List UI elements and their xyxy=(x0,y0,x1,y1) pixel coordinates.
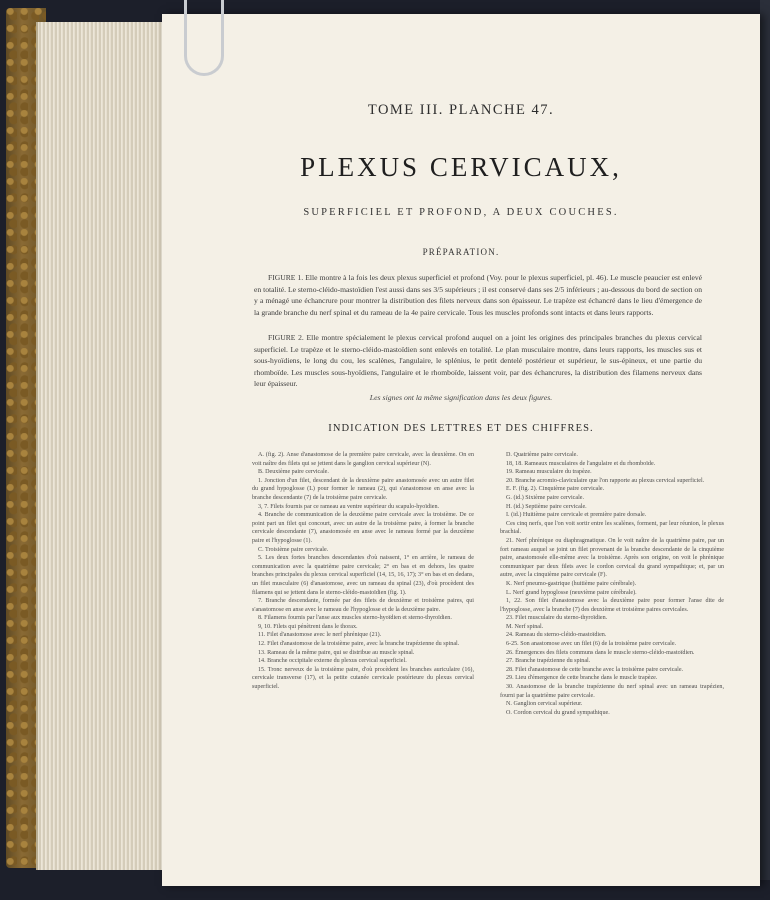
figure-1-paragraph: FIGURE 1. Elle montre à la fois les deux plexus superficiel et profond (Voy. pour le plexus superficiel, pl. 46). Le muscle peaucier est enlevé en totalité. Le sterno-cléido-mastoïdien l'est aussi dans ses 3/5 supérieurs ; il est conservé dans ses 2/5 inférieurs ; au-dessous du bord de section on y a ménagé une échancrure pour montrer la distribution des filets nerveux dans son épaisseur. Le trapèze est échancré dans le lieu d'émergence de la grande branche du nerf spinal et du rameau de la 4e paire cervicale. Tous les muscles profonds sont intacts et dans leurs rapports. xyxy=(254,273,702,317)
legend-entry: 28. Filet d'anastomose de cette branche avec la troisième paire cervicale. xyxy=(506,666,684,673)
indication-heading: INDICATION DES LETTRES ET DES CHIFFRES. xyxy=(328,423,594,434)
legend-entry: B. Deuxième paire cervicale. xyxy=(258,469,329,476)
legend-entry: 18, 18. Rameaux musculaires de l'angulaire et du rhomboïde. xyxy=(506,460,656,467)
legend-entry: 29. Lieu d'émergence de cette branche dans le muscle trapèze. xyxy=(506,675,658,682)
legend-entry: 20. Branche acromio-claviculaire que l'on rapporte au plexus cervical superficiel. xyxy=(506,477,705,484)
legend-entry: 26. Émergences des filets communs dans le muscle sterno-cléido-mastoïdien. xyxy=(506,649,695,656)
legend-entry: 7. Branche descendante, formée par des filets de deuxième et troisième paires, qui s'anastomose en anse avec le rameau de l'hypoglosse et de la deuxième paire. xyxy=(252,598,474,613)
background xyxy=(760,0,770,880)
page-title: PLEXUS CERVICAUX, xyxy=(300,152,622,182)
legend-entry: E. F. (fig. 2). Cinquième paire cervicale. xyxy=(506,486,605,493)
legend-entry: 13. Rameau de la même paire, qui se distribue au muscle spinal. xyxy=(258,649,415,656)
legend-entry: G. (id.) Sixième paire cervicale. xyxy=(506,494,584,501)
legend-entry: 27. Branche trapézienne du spinal. xyxy=(506,658,591,665)
legend-entry: 30. Anastomose de la branche trapézienne du nerf spinal avec un rameau trapézien, fourni par la quatrième paire cervicale. xyxy=(500,684,724,699)
legend-entry: 24. Rameau du sterno-cléido-mastoïdien. xyxy=(506,632,607,639)
legend-entry: 9, 10. Filets qui pénètrent dans le thorax. xyxy=(258,623,358,630)
legend-entry: M. Nerf spinal. xyxy=(506,623,544,630)
preparation-heading: PRÉPARATION. xyxy=(422,247,500,257)
page-edges xyxy=(36,22,170,870)
legend-entry: 4. Branche de communication de la deuxième paire cervicale avec la troisième. De ce point part un filet qui concourt, avec un autre de la troisième paire, à former la branche cervicale descendante (7), anastomosée en anse avec le rameau formé par la deuxième paire et l'hypoglosse (1). xyxy=(252,512,474,544)
legend-entry: 15. Tronc nerveux de la troisième paire, d'où procèdent les branches auriculaire (16), cervicale transverse (17), et la petite cutanée cervicale postérieure du plexus cervical superficiel. xyxy=(252,666,474,691)
legend-entry: 14. Branche occipitale externe du plexus cervical superficiel. xyxy=(258,658,407,665)
legend-entry: 1. Jonction d'un filet, descendant de la deuxième paire anastomosée avec un autre filet du grand hypoglosse (L) pour former le rameau (2), qui s'anastomose en anse avec la branche descendante (7) de la troisième paire cervicale. xyxy=(252,477,474,501)
page-subtitle: SUPERFICIEL ET PROFOND, A DEUX COUCHES. xyxy=(303,207,619,218)
paper-clip xyxy=(184,0,224,76)
legend-entry: 3, 7. Filets fournis par ce rameau au ventre supérieur du scapulo-hyoïdien. xyxy=(258,503,440,510)
legend-entry: Ces cinq nerfs, que l'on voit sortir entre les scalènes, forment, par leur réunion, le plexus brachial. xyxy=(500,520,724,536)
legend-entry: 11. Filet d'anastomose avec le nerf phrénique (21). xyxy=(258,632,382,639)
legend-entry: A. (fig. 2). Anse d'anastomose de la première paire cervicale, avec la deuxième. On en voit naître des filets qui se jettent dans le ganglion cervical supérieur (N). xyxy=(252,452,474,467)
legend-entry: O. Cordon cervical du grand sympathique. xyxy=(506,709,610,716)
legend-entry: 12. Filet d'anastomose de la troisième paire, avec la branche trapézienne du spinal. xyxy=(258,641,460,648)
legend-entry: L. Nerf grand hypoglosse (neuvième paire cérébrale). xyxy=(506,589,637,596)
book-page xyxy=(162,14,760,886)
signs-note: Les signes ont la même signification dans les deux figures. xyxy=(369,393,553,402)
legend-entry: 6-25. Son anastomose avec un filet (6) de la troisième paire cervicale. xyxy=(506,641,677,648)
legend-entry: 1, 22. Son filet d'anastomose avec la deuxième paire pour former l'anse dite de l'hypoglosse, avec la branche (7) des deuxième et troisième paires cervicales. xyxy=(500,598,724,613)
legend-entry: N. Ganglion cervical supérieur. xyxy=(506,701,583,708)
left-legend-column xyxy=(252,451,474,692)
legend-entry: 19. Rameau musculaire du trapèze. xyxy=(506,469,592,476)
plate-number: TOME III. PLANCHE 47. xyxy=(367,102,555,118)
right-legend-column xyxy=(500,451,724,717)
legend-entry: K. Nerf pneumo-gastrique (huitième paire cérébrale). xyxy=(506,580,637,587)
legend-entry: 23. Filet musculaire du sterno-thyroïdien. xyxy=(506,615,608,622)
figure-2-paragraph: FIGURE 2. Elle montre spécialement le plexus cervical profond auquel on a joint les origines des principales branches du plexus cervical superficiel. Le trapèze et le sterno-cléido-mastoïdien sont enlevés en totalité. Le plan musculaire montre, dans leurs rapports, les muscles sus et sous-hyoïdiens, le long du cou, les scalènes, l'angulaire, le splénius, le petit dentelé postérieur et supérieur, le sus-épineux, et une partie du rhomboïde. Les muscles sous-hyoïdiens, l'angulaire et le rhomboïde, laissent voir, par des échancrures, la distribution des filamens nerveux dans leur épaisseur. xyxy=(254,333,702,388)
legend-entry: D. Quatrième paire cervicale. xyxy=(506,452,578,458)
legend-entry: H. (id.) Septième paire cervicale. xyxy=(506,503,587,510)
legend-entry: C. Troisième paire cervicale. xyxy=(258,546,329,553)
legend-entry: I. (id.) Huitième paire cervicale et première paire dorsale. xyxy=(506,512,647,519)
legend-entry: 21. Nerf phrénique ou diaphragmatique. On le voit naître de la quatrième paire, par un fort rameau auquel se joint un filet provenant de la branche descendante de la cinquième paire, anastomosée elle-même avec la troisième. Après son origine, on voit le phrénique communiquer par deux filets avec le cordon cervical du grand sympathique; et, par un autre, avec la cinquième paire cervicale (F). xyxy=(500,537,724,579)
legend-entry: 5. Les deux fortes branches descendantes d'où naissent, 1° en arrière, le rameau de communication avec la quatrième paire cervicale; 2° en bas et en dehors, les quatre branches principales du plexus cervical superficiel (14, 15, 16, 17); 3° en bas et en dedans, un filet musculaire (6) d'anastomose, avec un rameau du spinal (23), d'où procèdent des filamens qui se jettent dans le sterno-cléido-mastoïdien (fig. 1). xyxy=(252,555,474,596)
legend-entry: 8. Filamens fournis par l'anse aux muscles sterno-hyoïdien et sterno-thyroïdien. xyxy=(258,615,452,622)
